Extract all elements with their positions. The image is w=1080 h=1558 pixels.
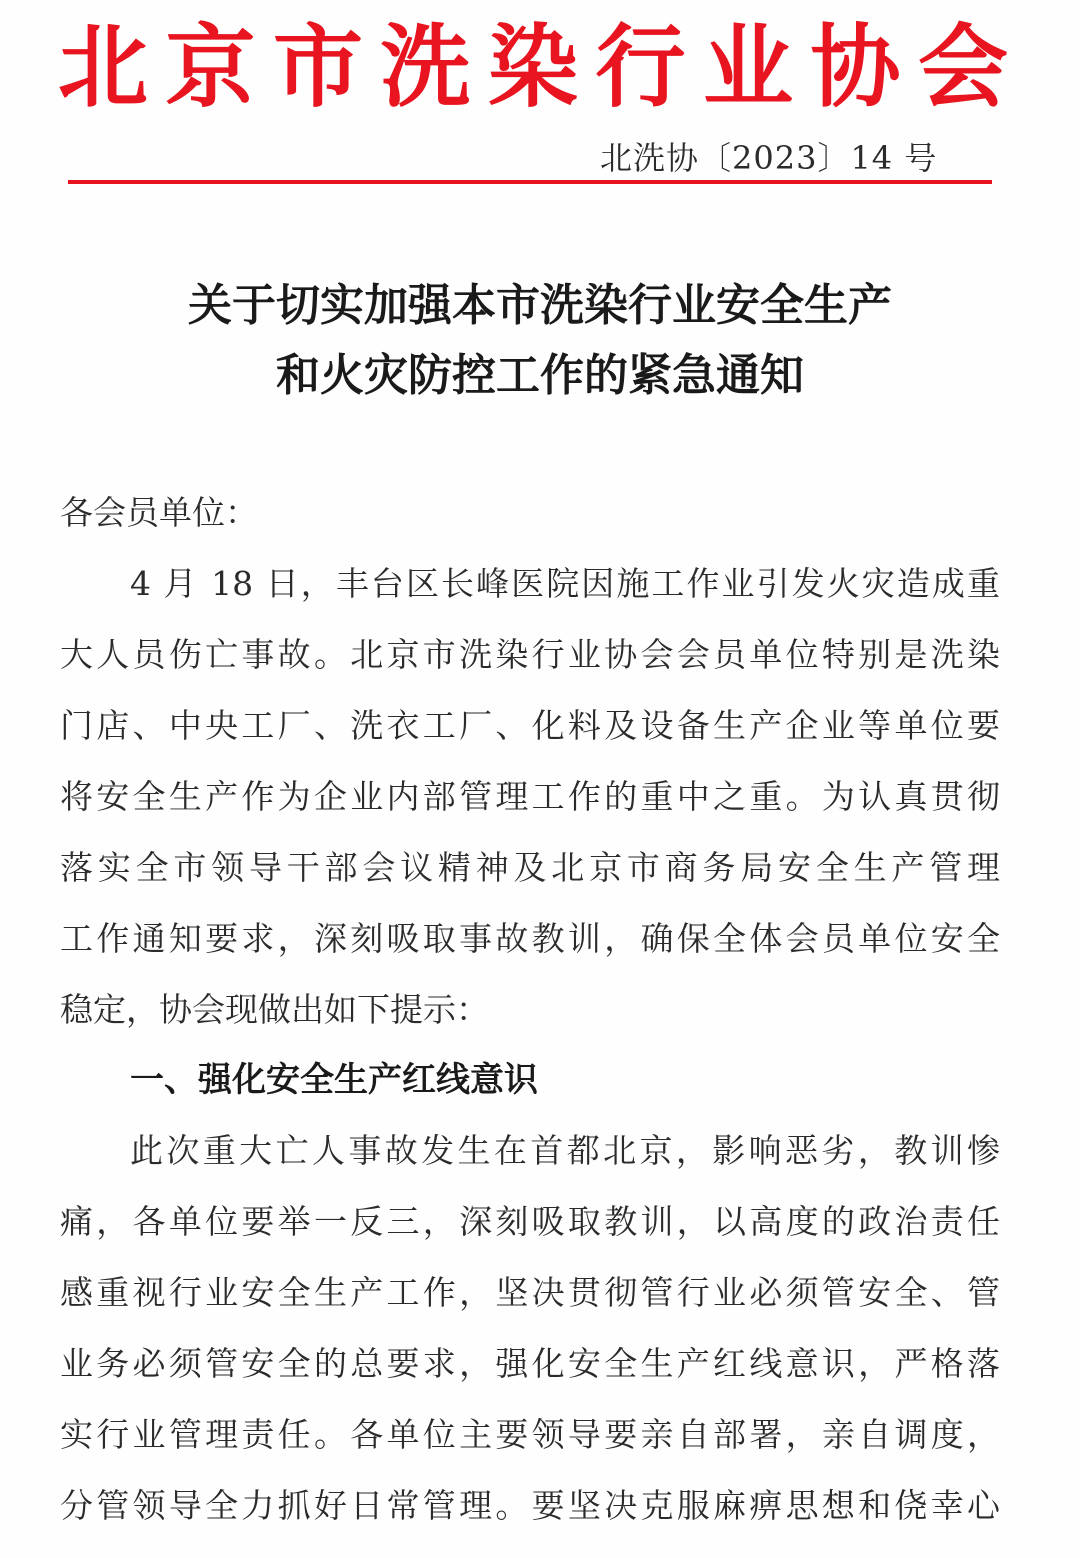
paragraph-line: 落实全市领导干部会议精神及北京市商务局安全生产管理 xyxy=(60,848,1000,887)
letterhead-char: 会 xyxy=(918,15,1008,120)
paragraph-line: 业务必须管安全的总要求，强化安全生产红线意识，严格落 xyxy=(60,1344,1000,1383)
letterhead-char: 染 xyxy=(488,15,578,120)
letterhead-char: 业 xyxy=(703,15,793,120)
letterhead-char: 协 xyxy=(810,15,901,120)
letterhead-char: 洗 xyxy=(380,15,471,120)
paragraph-line: 此次重大亡人事故发生在首都北京，影响恶劣，教训惨 xyxy=(130,1131,1000,1170)
letterhead-char: 北 xyxy=(58,15,148,120)
paragraph-line: 实行业管理责任。各单位主要领导要亲自部署，亲自调度， xyxy=(60,1415,1000,1454)
paragraph-line: 将安全生产作为企业内部管理工作的重中之重。为认真贯彻 xyxy=(60,777,1000,816)
organization-letterhead xyxy=(58,15,1008,120)
paragraph-line: 痛，各单位要举一反三，深刻吸取教训，以高度的政治责任 xyxy=(60,1202,1000,1241)
red-divider-line xyxy=(68,180,992,184)
salutation: 各会员单位： xyxy=(60,493,258,532)
paragraph-line: 4 月 18 日，丰台区长峰医院因施工作业引发火灾造成重 xyxy=(130,564,1000,603)
paragraph-line: 门店、中央工厂、洗衣工厂、化料及设备生产企业等单位要 xyxy=(60,706,1000,745)
section-heading: 一、强化安全生产红线意识 xyxy=(130,1060,538,1100)
paragraph-line: 分管领导全力抓好日常管理。要坚决克服麻痹思想和侥幸心 xyxy=(60,1486,1000,1525)
letterhead-char: 行 xyxy=(595,15,686,120)
paragraph-line: 工作通知要求，深刻吸取事故教训，确保全体会员单位安全 xyxy=(60,919,1000,958)
letterhead-char: 京 xyxy=(165,15,256,120)
notice-title-line-1: 关于切实加强本市洗染行业安全生产 xyxy=(188,280,892,331)
document-number: 北洗协〔2023〕14 号 xyxy=(600,139,938,177)
letterhead-char: 市 xyxy=(273,15,363,120)
paragraph-line: 大人员伤亡事故。北京市洗染行业协会会员单位特别是洗染 xyxy=(60,635,1000,674)
notice-title-line-2: 和火灾防控工作的紧急通知 xyxy=(276,350,804,401)
paragraph-line: 感重视行业安全生产工作，坚决贯彻管行业必须管安全、管 xyxy=(60,1273,1000,1312)
paragraph-line: 稳定，协会现做出如下提示： xyxy=(60,990,489,1029)
